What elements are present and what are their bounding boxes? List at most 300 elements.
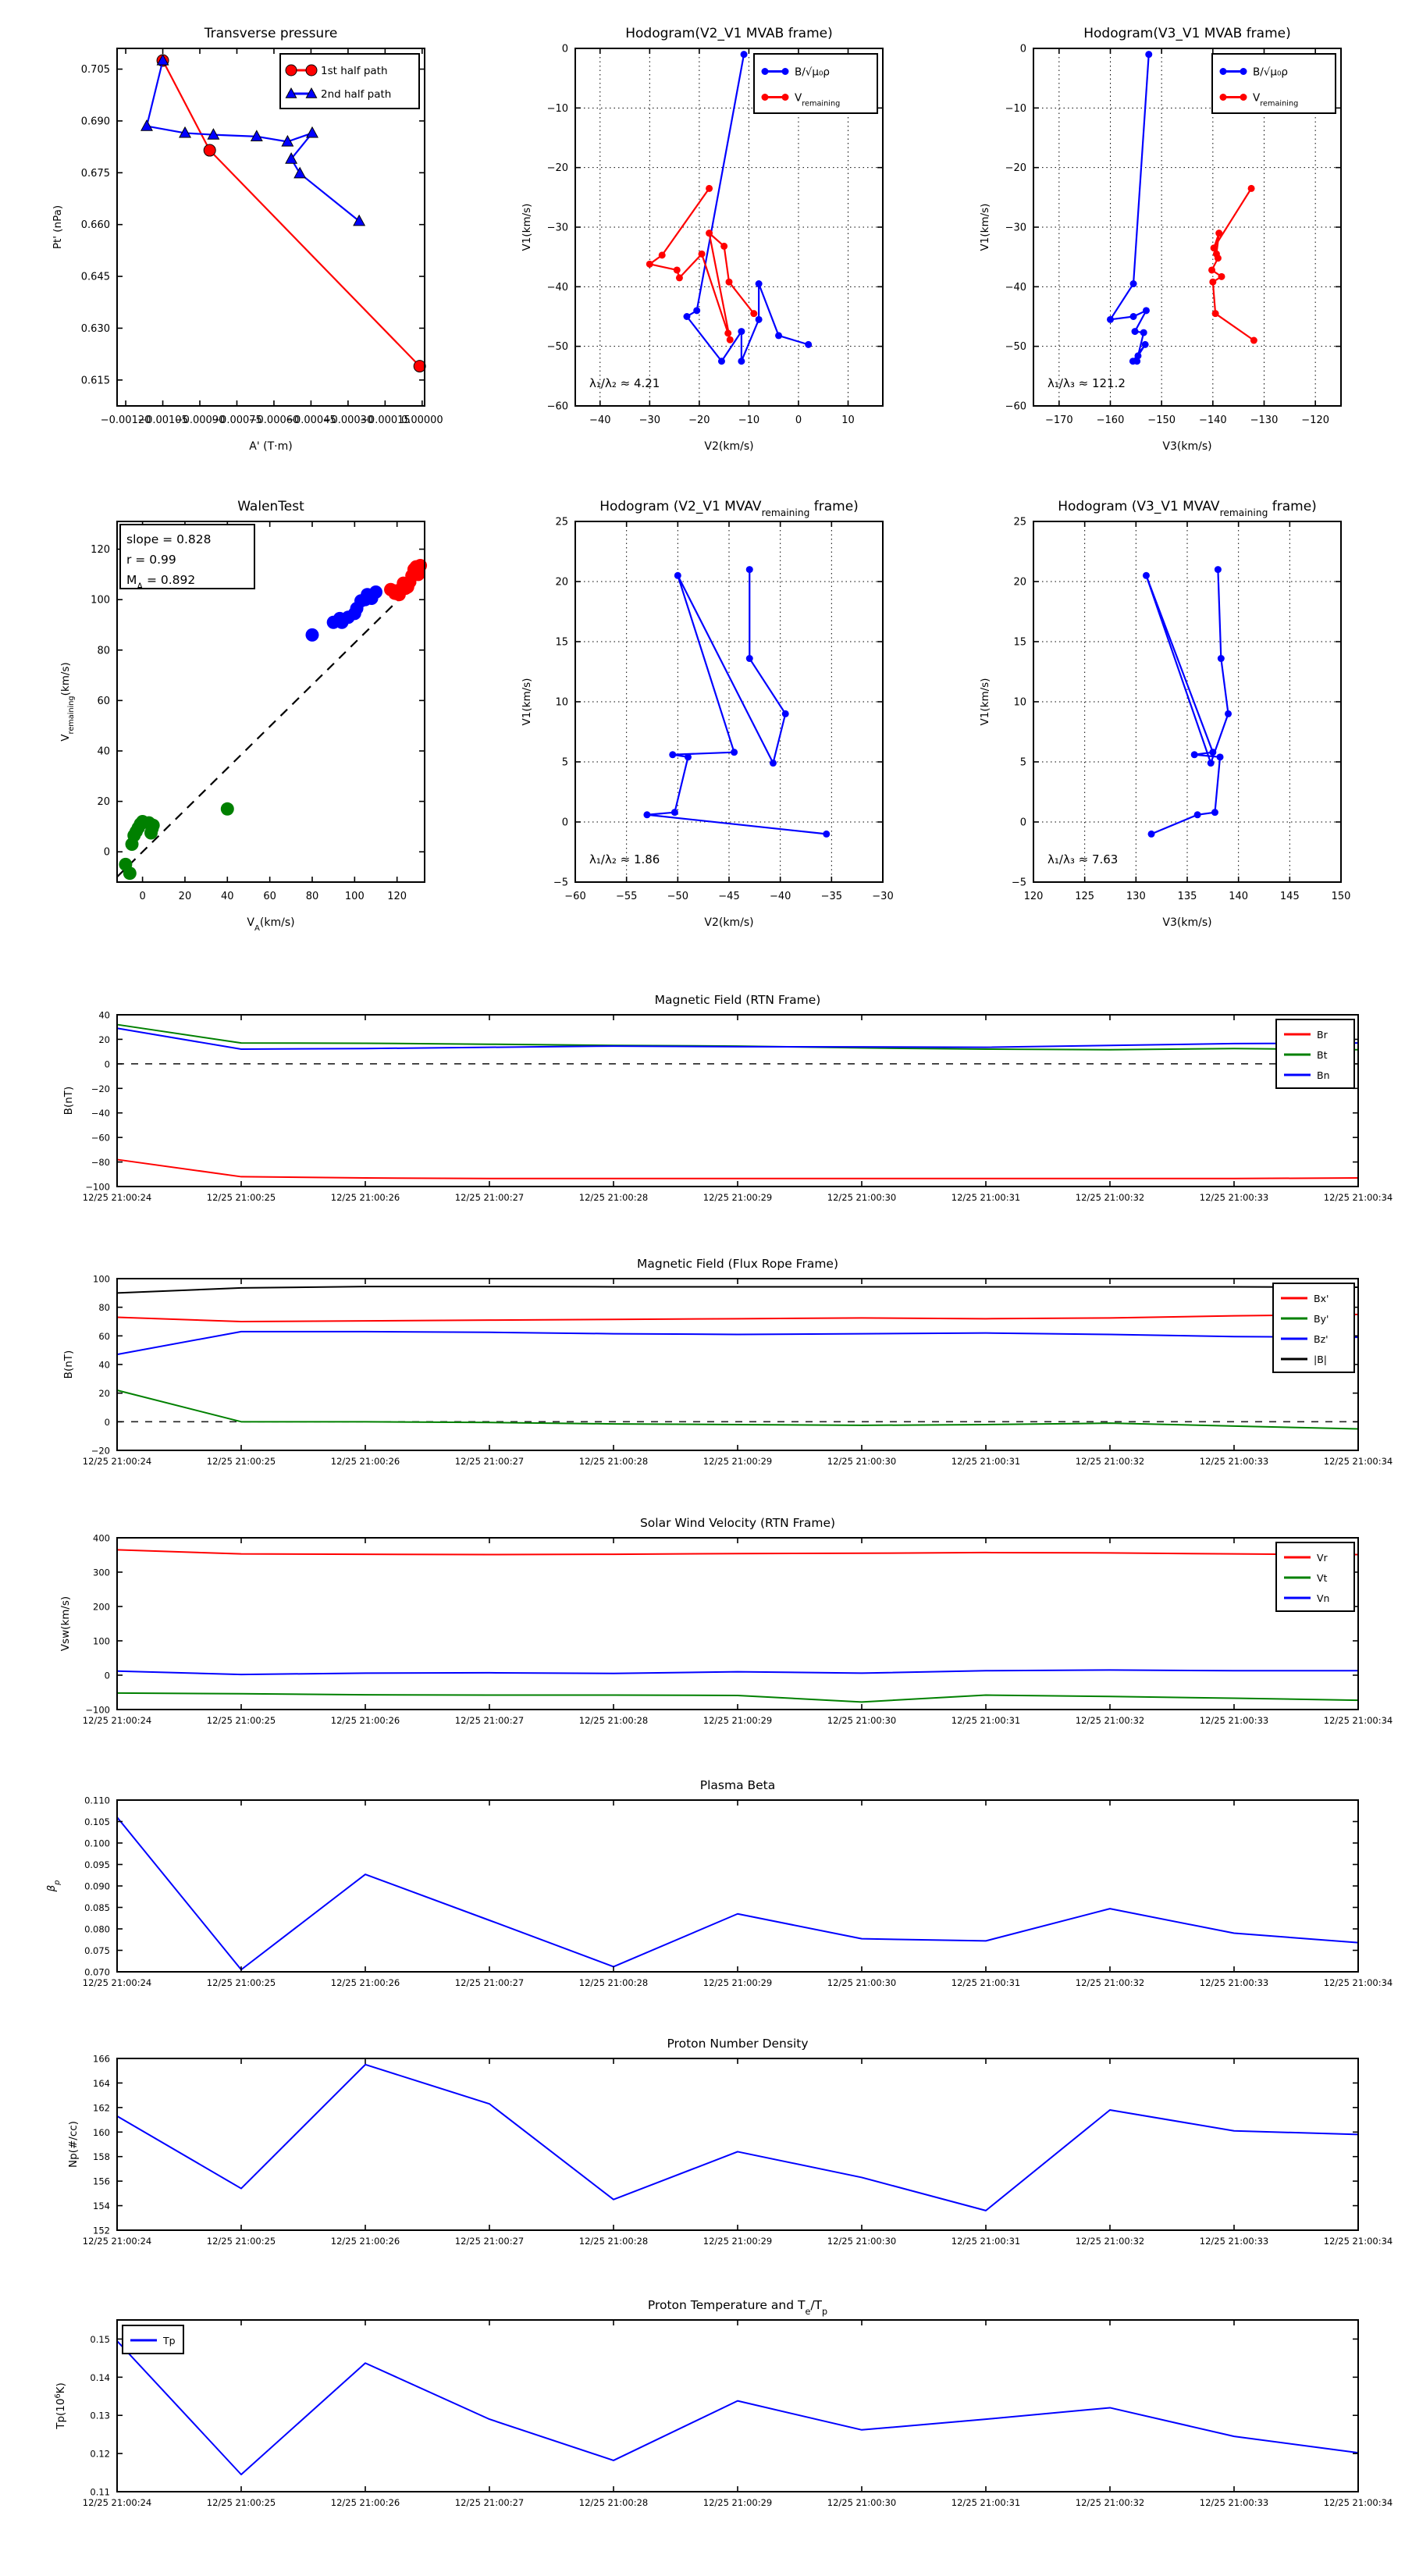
stats-line: r = 0.99 (126, 553, 176, 567)
dot-marker (762, 68, 769, 75)
legend-label: Bn (1317, 1069, 1330, 1081)
dot-marker (1215, 566, 1222, 573)
y-tick-label: −10 (546, 102, 568, 115)
y-tick-label: −20 (91, 1445, 110, 1457)
dot-marker (643, 811, 650, 818)
series-|B| (117, 1286, 1358, 1293)
y-tick-label: −60 (91, 1132, 110, 1144)
x-tick-label: −120 (1301, 415, 1330, 426)
dot-marker (1208, 266, 1215, 273)
series-path (117, 1550, 1358, 1554)
x-tick-label: −0.00105 (137, 415, 188, 426)
y-tick-label: 0 (1019, 817, 1026, 829)
triangle-marker (354, 215, 365, 226)
x-tick-label: 12/25 21:00:28 (578, 1192, 649, 1203)
circle-marker (306, 65, 317, 76)
x-tick-label: 12/25 21:00:27 (454, 1977, 525, 1988)
dot-marker (1208, 760, 1215, 767)
x-tick-label: 12/25 21:00:30 (827, 2497, 897, 2508)
legend-label: Vr (1317, 1552, 1328, 1564)
x-tick-label: 12/25 21:00:25 (206, 1715, 276, 1726)
dot-marker (646, 261, 653, 268)
dot-marker (1145, 51, 1152, 58)
dot-marker (1215, 229, 1222, 237)
series-By' (117, 1390, 1358, 1429)
y-axis-label: Pt' (nPa) (52, 205, 64, 250)
x-tick-label: 12/25 21:00:30 (827, 1977, 897, 1988)
legend-label: Vt (1317, 1572, 1328, 1584)
series-path (117, 1693, 1358, 1702)
x-tick-label: −140 (1198, 415, 1227, 426)
dot-marker (1130, 280, 1137, 287)
legend (1276, 1542, 1354, 1611)
x-tick-label: 12/25 21:00:26 (330, 1456, 400, 1467)
x-tick-label: 12/25 21:00:27 (454, 2236, 525, 2247)
y-tick-label: 120 (91, 544, 110, 557)
dot-marker (1220, 68, 1227, 75)
x-tick-label: 12/25 21:00:27 (454, 1192, 525, 1203)
y-axis-label: V1(km/s) (979, 678, 991, 726)
y-tick-label: 0.660 (80, 219, 110, 232)
y-tick-label: 20 (98, 1034, 110, 1045)
series-Bz' (117, 1332, 1358, 1354)
ticks (83, 1274, 1393, 1468)
x-tick-label: 12/25 21:00:31 (951, 1456, 1021, 1467)
x-tick-label: 12/25 21:00:31 (951, 1192, 1021, 1203)
x-tick-label: 12/25 21:00:28 (578, 1977, 649, 1988)
x-axis-label: V2(km/s) (704, 916, 754, 929)
x-tick-label: 12/25 21:00:26 (330, 2497, 400, 2508)
x-tick-label: 12/25 21:00:29 (702, 2236, 773, 2247)
x-tick-label: −0.00015 (360, 415, 411, 426)
legend-label: By' (1314, 1313, 1329, 1325)
legend-label: $V_{remaining}$ (1253, 91, 1299, 108)
y-tick-label: −40 (1005, 281, 1026, 294)
y-axis-label: V1(km/s) (521, 203, 533, 251)
y-tick-label: 0.105 (84, 1816, 110, 1827)
x-tick-label: 12/25 21:00:26 (330, 1192, 400, 1203)
x-tick-label: −0.00045 (286, 415, 336, 426)
x-tick-label: 12/25 21:00:25 (206, 1192, 276, 1203)
series-path (1212, 188, 1254, 340)
lambda-annotation: λ₁/λ₂ ≈ 4.21 (589, 376, 660, 390)
x-tick-label: 12/25 21:00:32 (1075, 2497, 1145, 2508)
panel-title: WalenTest (237, 499, 304, 514)
axes-box (117, 1538, 1358, 1710)
x-tick-label: 12/25 21:00:32 (1075, 1977, 1145, 1988)
x-axis-label: $V_A(km/s)$ (247, 916, 295, 933)
x-tick-label: 10 (841, 415, 855, 426)
dot-marker (305, 628, 318, 642)
x-tick-label: 12/25 21:00:24 (82, 1192, 152, 1203)
dot-marker (720, 243, 727, 250)
dot-marker (738, 328, 745, 335)
dot-marker (706, 185, 713, 192)
x-tick-label: 120 (387, 891, 407, 902)
x-tick-label: −0.00030 (322, 415, 374, 426)
panel-hodogram_v2v1_mvav (521, 499, 894, 929)
y-tick-label: 20 (98, 1388, 110, 1400)
dot-marker (1209, 279, 1216, 286)
x-tick-label: 12/25 21:00:28 (578, 2497, 649, 2508)
x-tick-label: 12/25 21:00:34 (1323, 1977, 1393, 1988)
legend-label: $V_{remaining}$ (795, 91, 841, 108)
x-tick-label: 12/25 21:00:30 (827, 1456, 897, 1467)
y-tick-label: −100 (85, 1181, 110, 1193)
x-tick-label: 12/25 21:00:34 (1323, 2497, 1393, 2508)
y-tick-label: 0.15 (90, 2333, 110, 2345)
x-tick-label: −30 (638, 415, 661, 426)
series-path (117, 1159, 1358, 1178)
series-V_{remaining} (646, 185, 757, 343)
y-tick-label: −80 (91, 1157, 110, 1169)
panel-mag_fluxrope (62, 1257, 1393, 1467)
legend-label: Br (1317, 1029, 1328, 1041)
x-tick-label: 130 (1126, 891, 1146, 902)
ticks (83, 2320, 1393, 2508)
panel-vsw_rtn (59, 1516, 1393, 1726)
panel-proton_temp (54, 2298, 1393, 2508)
legend-label: Bx' (1314, 1293, 1329, 1304)
dot-marker (1209, 749, 1216, 756)
dot-marker (756, 316, 763, 323)
lambda-annotation: λ₁/λ₂ ≈ 1.86 (589, 852, 660, 866)
x-tick-label: 12/25 21:00:32 (1075, 1456, 1145, 1467)
series-Tp (117, 2341, 1358, 2475)
y-tick-label: 400 (93, 1532, 110, 1544)
y-tick-label: 0.630 (80, 322, 110, 335)
dot-marker (746, 655, 753, 662)
y-tick-label: 0.645 (80, 271, 110, 283)
y-tick-label: 25 (1013, 516, 1026, 528)
y-tick-label: 0.085 (84, 1902, 110, 1913)
x-tick-label: 12/25 21:00:28 (578, 1456, 649, 1467)
x-tick-label: 12/25 21:00:25 (206, 1456, 276, 1467)
legend (1276, 1019, 1354, 1088)
x-axis-label: V3(km/s) (1162, 440, 1212, 453)
y-axis-label: Np(#/cc) (67, 2121, 80, 2168)
dot-marker (782, 94, 789, 101)
x-tick-label: 12/25 21:00:33 (1199, 1192, 1269, 1203)
panel-title: Plasma Beta (699, 1778, 776, 1792)
dot-marker (782, 710, 789, 717)
y-tick-label: 154 (93, 2201, 110, 2212)
y-axis-label: B(nT) (62, 1086, 75, 1115)
stats-line: $M_A = 0.892$ (126, 573, 196, 592)
series-first half points (119, 802, 233, 880)
triangle-marker (307, 127, 318, 137)
dot-marker (1107, 316, 1114, 323)
dot-marker (1194, 811, 1201, 818)
y-tick-label: −50 (546, 341, 568, 354)
x-tick-label: −55 (615, 891, 638, 902)
y-tick-label: 5 (561, 756, 568, 769)
x-tick-label: −45 (718, 891, 740, 902)
series-path (117, 1390, 1358, 1429)
y-tick-label: 162 (93, 2102, 110, 2114)
legend (1212, 54, 1336, 113)
dot-marker (123, 866, 137, 880)
dot-marker (727, 336, 734, 343)
x-tick-label: 12/25 21:00:25 (206, 1977, 276, 1988)
dot-marker (823, 831, 830, 838)
x-tick-label: 12/25 21:00:30 (827, 1715, 897, 1726)
y-tick-label: 152 (93, 2225, 110, 2236)
x-tick-label: 12/25 21:00:24 (82, 1977, 152, 1988)
series-Vn (117, 1670, 1358, 1674)
panel-transverse_pressure (52, 26, 443, 453)
series-path (117, 1332, 1358, 1354)
x-tick-label: 12/25 21:00:34 (1323, 2236, 1393, 2247)
y-tick-label: 0 (104, 1416, 110, 1428)
panel-title: Hodogram(V2_V1 MVAB frame) (625, 26, 833, 41)
x-tick-label: 12/25 21:00:33 (1199, 1456, 1269, 1467)
y-tick-label: 0.075 (84, 1945, 110, 1956)
dot-marker (724, 329, 731, 336)
axes-box (117, 2058, 1358, 2230)
dot-marker (741, 51, 748, 58)
x-tick-label: 0.00000 (400, 415, 443, 426)
dot-marker (1248, 185, 1255, 192)
x-tick-label: −130 (1250, 415, 1279, 426)
y-tick-label: 100 (91, 594, 110, 607)
panel-title: Hodogram (V2_V1 $MVAV_{remaining}$ frame) (599, 499, 859, 518)
legend (1273, 1283, 1354, 1372)
y-tick-label: −50 (1005, 341, 1026, 354)
series-path (117, 2341, 1358, 2475)
axes-box (117, 1800, 1358, 1972)
series-path (117, 1028, 1358, 1049)
x-tick-label: 12/25 21:00:32 (1075, 1192, 1145, 1203)
ticks (1012, 517, 1351, 903)
x-tick-label: 12/25 21:00:29 (702, 1456, 773, 1467)
legend-label: 2nd half path (321, 88, 392, 101)
x-tick-label: 12/25 21:00:34 (1323, 1192, 1393, 1203)
series-V_{remaining} (1208, 185, 1257, 344)
grid (1033, 521, 1341, 882)
y-tick-label: 160 (93, 2126, 110, 2138)
y-tick-label: 80 (97, 645, 110, 657)
x-tick-label: −0.00060 (248, 415, 300, 426)
axes-box (117, 1015, 1358, 1187)
y-tick-label: 60 (98, 1330, 110, 1342)
y-axis-label: Vsw(km/s) (59, 1596, 72, 1652)
x-tick-label: 12/25 21:00:31 (951, 1715, 1021, 1726)
dot-marker (1218, 273, 1225, 280)
series-B/√μ₀ρ (1107, 51, 1152, 365)
x-tick-label: 12/25 21:00:33 (1199, 2497, 1269, 2508)
x-tick-label: −40 (769, 891, 791, 902)
legend-label: Bt (1317, 1049, 1328, 1061)
dot-marker (731, 749, 738, 756)
y-axis-label: $\beta_p$ (45, 1880, 62, 1892)
dot-marker (1220, 94, 1227, 101)
y-tick-label: 20 (555, 576, 568, 589)
legend (123, 2325, 183, 2354)
y-tick-label: 164 (93, 2077, 110, 2089)
x-tick-label: 140 (1229, 891, 1249, 902)
triangle-marker (294, 168, 305, 178)
y-tick-label: 10 (555, 696, 568, 709)
legend-label: Tp (163, 2335, 176, 2347)
series-V path (643, 566, 830, 838)
series-path (117, 1286, 1358, 1293)
x-tick-label: 135 (1177, 891, 1197, 902)
y-tick-label: 0.12 (90, 2448, 110, 2460)
x-tick-label: 12/25 21:00:30 (827, 1192, 897, 1203)
dot-marker (1218, 655, 1225, 662)
y-tick-label: −5 (1011, 877, 1026, 889)
axes-box (117, 2320, 1358, 2492)
panel-hodogram_v2v1_mvab (521, 26, 883, 453)
dot-marker (147, 819, 160, 832)
y-tick-label: 0 (104, 1059, 110, 1070)
y-tick-label: −5 (553, 877, 568, 889)
legend-label: Bz' (1314, 1333, 1329, 1345)
x-tick-label: −150 (1147, 415, 1176, 426)
y-tick-label: −30 (1005, 222, 1026, 234)
x-tick-label: −10 (738, 415, 760, 426)
y-tick-label: 166 (93, 2053, 110, 2065)
x-tick-label: 12/25 21:00:34 (1323, 1456, 1393, 1467)
y-tick-label: −20 (91, 1083, 110, 1094)
dot-marker (221, 802, 234, 816)
x-tick-label: 12/25 21:00:31 (951, 2236, 1021, 2247)
x-tick-label: −35 (820, 891, 843, 902)
x-tick-label: 12/25 21:00:33 (1199, 1715, 1269, 1726)
y-axis-label: V1(km/s) (521, 678, 533, 726)
x-tick-label: 12/25 21:00:27 (454, 1715, 525, 1726)
x-tick-label: −0.00075 (212, 415, 262, 426)
dot-marker (1140, 329, 1147, 336)
y-tick-label: 0.14 (90, 2371, 110, 2383)
x-tick-label: 12/25 21:00:27 (454, 1456, 525, 1467)
x-tick-label: 0 (795, 415, 802, 426)
x-tick-label: 150 (1331, 891, 1351, 902)
x-tick-label: 60 (263, 891, 276, 902)
dot-marker (762, 94, 769, 101)
dot-marker (1225, 710, 1232, 717)
x-tick-label: 12/25 21:00:27 (454, 2497, 525, 2508)
x-tick-label: −160 (1096, 415, 1125, 426)
x-tick-label: 20 (178, 891, 192, 902)
y-tick-label: 0.080 (84, 1923, 110, 1935)
y-tick-label: 20 (1013, 576, 1026, 589)
series-Np (117, 2065, 1358, 2211)
dot-marker (1143, 572, 1150, 579)
panel-mag_rtn (62, 993, 1393, 1203)
y-axis-label: B(nT) (62, 1350, 75, 1379)
dot-marker (706, 229, 713, 237)
series-fit line (117, 574, 425, 877)
series-path (117, 2065, 1358, 2211)
y-tick-label: 0 (104, 1670, 110, 1681)
y-tick-label: 0 (103, 846, 110, 859)
x-tick-label: 12/25 21:00:24 (82, 1456, 152, 1467)
x-tick-label: 12/25 21:00:29 (702, 1715, 773, 1726)
series-Vr (117, 1550, 1358, 1554)
dot-marker (671, 809, 678, 816)
y-axis-label: V1(km/s) (979, 203, 991, 251)
legend-label: |B| (1314, 1354, 1327, 1365)
y-tick-label: 156 (93, 2176, 110, 2187)
y-tick-label: 40 (98, 1009, 110, 1021)
x-tick-label: −20 (688, 415, 710, 426)
x-tick-label: 12/25 21:00:24 (82, 2236, 152, 2247)
dot-marker (756, 280, 763, 287)
dot-marker (693, 307, 700, 314)
y-tick-label: 0.095 (84, 1859, 110, 1870)
x-tick-label: 12/25 21:00:28 (578, 1715, 649, 1726)
dot-marker (1211, 809, 1218, 816)
dot-marker (676, 274, 683, 281)
series-path (649, 188, 753, 340)
x-tick-label: 80 (305, 891, 319, 902)
dot-marker (1148, 831, 1155, 838)
series-path (117, 1670, 1358, 1674)
y-tick-label: 5 (1019, 756, 1026, 769)
y-tick-label: −60 (1005, 400, 1026, 413)
dot-marker (1215, 254, 1222, 262)
y-tick-label: 0 (561, 817, 568, 829)
x-tick-label: −30 (872, 891, 894, 902)
x-tick-label: 120 (1023, 891, 1044, 902)
dot-marker (1142, 341, 1149, 348)
dot-marker (746, 566, 753, 573)
y-tick-label: 10 (1013, 696, 1026, 709)
dot-marker (1212, 310, 1219, 317)
panel-title: Proton Number Density (667, 2037, 809, 2051)
ticks (83, 1010, 1393, 1204)
y-tick-label: 0.100 (84, 1838, 110, 1849)
dot-marker (750, 310, 757, 317)
y-tick-label: 0.13 (90, 2410, 110, 2421)
x-tick-label: 12/25 21:00:32 (1075, 2236, 1145, 2247)
stats-box (120, 525, 254, 592)
y-tick-label: 15 (555, 636, 568, 649)
dot-marker (674, 572, 681, 579)
legend-label: B/√μ₀ρ (795, 66, 830, 79)
dot-marker (1133, 358, 1140, 365)
y-tick-label: 300 (93, 1567, 110, 1578)
dot-marker (775, 332, 782, 339)
legend-label: 1st half path (321, 65, 388, 77)
x-tick-label: −50 (667, 891, 689, 902)
dot-marker (1132, 328, 1139, 335)
panel-walen_test (59, 499, 427, 933)
x-tick-label: −0.00090 (174, 415, 226, 426)
x-tick-label: 100 (344, 891, 365, 902)
x-tick-label: 12/25 21:00:26 (330, 1977, 400, 1988)
x-tick-label: 12/25 21:00:29 (702, 1977, 773, 1988)
ticks (83, 1795, 1393, 1989)
series-path (117, 1315, 1358, 1322)
x-tick-label: 12/25 21:00:34 (1323, 1715, 1393, 1726)
dot-marker (805, 341, 812, 348)
dot-marker (1191, 751, 1198, 758)
dot-marker (1240, 94, 1247, 101)
x-tick-label: 12/25 21:00:25 (206, 2236, 276, 2247)
lambda-annotation: λ₁/λ₃ ≈ 121.2 (1048, 376, 1126, 390)
dot-marker (782, 68, 789, 75)
x-tick-label: 12/25 21:00:31 (951, 1977, 1021, 1988)
dot-marker (738, 358, 745, 365)
dot-marker (685, 753, 692, 760)
y-tick-label: 0.690 (80, 116, 110, 128)
lambda-annotation: λ₁/λ₃ ≈ 7.63 (1048, 852, 1119, 866)
y-tick-label: −20 (1005, 162, 1026, 175)
dot-marker (683, 313, 690, 320)
